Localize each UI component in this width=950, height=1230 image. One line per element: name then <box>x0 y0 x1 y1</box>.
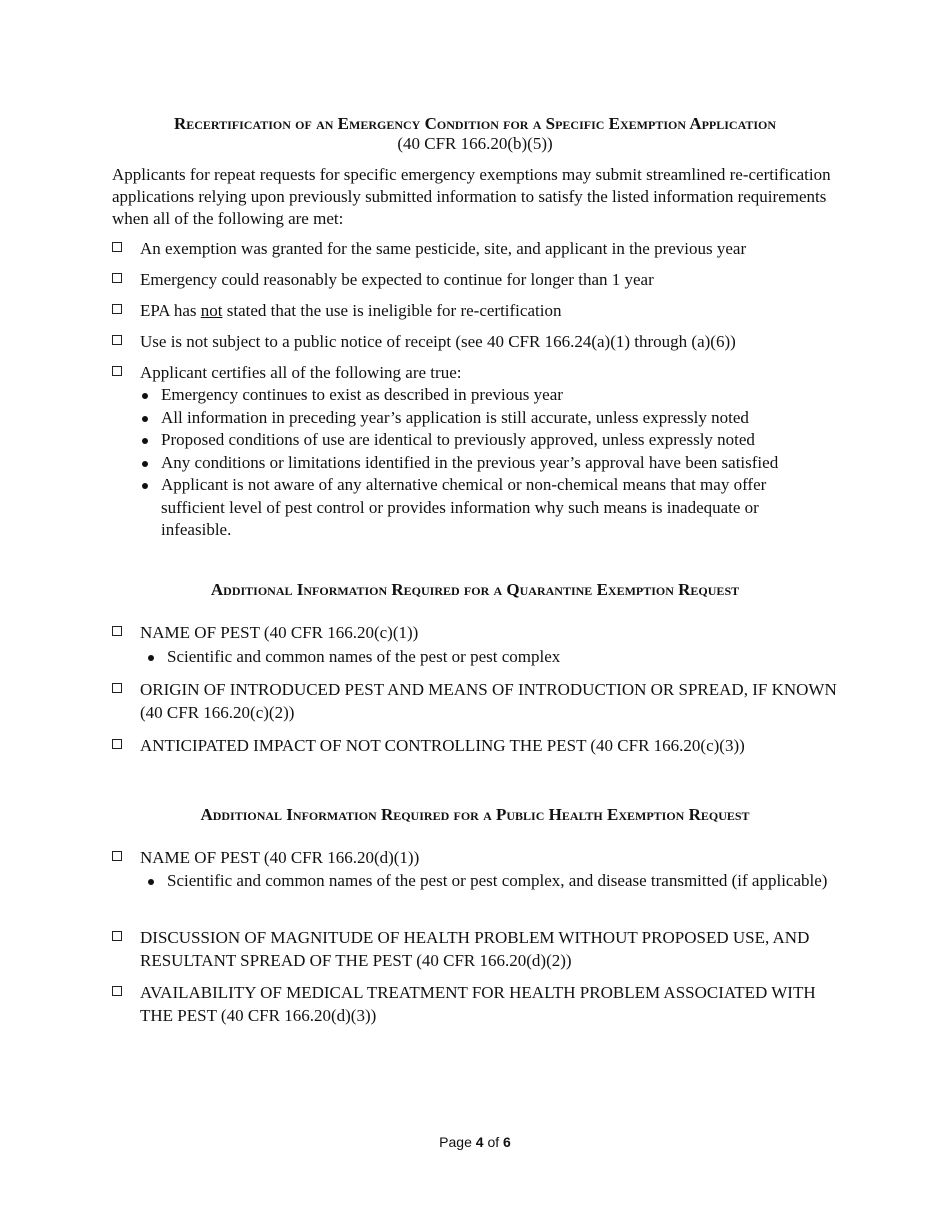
checklist-item-medical-treatment <box>112 981 842 1027</box>
bullet-item <box>139 429 829 452</box>
section-public-health-title: Additional Information Required for a Public Health Exemption Request <box>200 805 750 824</box>
checkbox-icon <box>112 626 122 636</box>
section-recertification-citation: (40 CFR 166.20(b)(5)) <box>397 134 553 153</box>
total-pages-number: 6 <box>503 1134 511 1150</box>
current-page-number: 4 <box>475 1134 484 1150</box>
checklist-item-text: Use is not subject to a public notice of receipt (see 40 CFR 166.24(a)(1) through (a)(6)) <box>140 332 736 351</box>
page-footer <box>0 1133 950 1151</box>
checklist-item-anticipated-impact <box>112 734 842 757</box>
bullet-item <box>145 870 835 893</box>
quarantine-name-bullet-list <box>145 646 835 669</box>
checkbox-icon <box>112 683 122 693</box>
underlined-not: not <box>200 301 223 320</box>
checklist-item-origin-of-pest <box>112 678 842 724</box>
checklist-item-text <box>140 299 842 322</box>
checklist-item-text: NAME OF PEST (40 CFR 166.20(c)(1)) <box>140 623 419 642</box>
checklist-item-public-health-name-of-pest <box>112 846 842 869</box>
bullet-icon <box>148 879 154 885</box>
checklist-item-text: Applicant certifies all of the following are true: <box>140 363 462 382</box>
bullet-icon <box>142 416 148 422</box>
bullet-item <box>139 452 829 475</box>
bullet-icon <box>148 655 154 661</box>
item-text-after: stated that the use is ineligible for re-certification <box>222 301 562 320</box>
checklist-item-text: DISCUSSION OF MAGNITUDE OF HEALTH PROBLEM WITHOUT PROPOSED USE, AND RESULTANT SPREAD OF THE PEST (40 CFR 166.20(d)(2)) <box>140 928 810 970</box>
checklist-item-magnitude-of-health-problem <box>112 926 842 972</box>
certification-bullet-list <box>139 384 829 542</box>
page-label: Page <box>439 1134 472 1150</box>
checkbox-icon <box>112 304 122 314</box>
public-health-name-bullet-list <box>145 870 835 893</box>
checkbox-icon <box>112 851 122 861</box>
checkbox-icon <box>112 242 122 252</box>
checkbox-icon <box>112 335 122 345</box>
bullet-text: Scientific and common names of the pest or pest complex, and disease transmitted (if applicable) <box>167 871 828 890</box>
bullet-icon <box>142 483 148 489</box>
item-text-before: EPA has <box>140 301 201 320</box>
bullet-icon <box>142 438 148 444</box>
bullet-text: Emergency continues to exist as described in previous year <box>161 385 563 404</box>
checkbox-icon <box>112 739 122 749</box>
checklist-item-same-pesticide <box>112 237 842 260</box>
checkbox-icon <box>112 366 122 376</box>
checklist-item-epa-not-ineligible <box>112 299 842 322</box>
bullet-text: Any conditions or limitations identified in the previous year’s approval have been satisfied <box>161 452 779 472</box>
recertification-intro: Applicants for repeat requests for specific emergency exemptions may submit streamlined re-certification applications relying upon previously submitted information to satisfy the listed information requirements when all of the following are met: <box>112 165 831 228</box>
bullet-icon <box>142 393 148 399</box>
bullet-text: Proposed conditions of use are identical to previously approved, unless expressly noted <box>161 430 755 449</box>
checkbox-icon <box>112 986 122 996</box>
bullet-item <box>139 384 829 407</box>
checklist-item-text: Emergency could reasonably be expected to continue for longer than 1 year <box>140 270 654 289</box>
of-label: of <box>487 1134 500 1150</box>
bullet-text: Applicant is not aware of any alternative chemical or non-chemical means that may offer sufficient level of pest control or provides information why such means is inadequate or infeasible. <box>161 475 767 539</box>
checklist-item-text: ORIGIN OF INTRODUCED PEST AND MEANS OF INTRODUCTION OR SPREAD, IF KNOWN (40 CFR 166.20(c)(2)) <box>140 680 837 722</box>
checklist-item-text: ANTICIPATED IMPACT OF NOT CONTROLLING THE PEST (40 CFR 166.20(c)(3)) <box>140 736 745 755</box>
checkbox-icon <box>112 273 122 283</box>
checklist-item-emergency-continue <box>112 268 842 291</box>
bullet-item <box>139 407 829 430</box>
section-recertification-title: Recertification of an Emergency Condition for a Specific Exemption Application <box>173 114 777 133</box>
section-quarantine-title: Additional Information Required for a Quarantine Exemption Request <box>210 580 740 599</box>
bullet-item <box>139 474 829 542</box>
bullet-text: All information in preceding year’s application is still accurate, unless expressly noted <box>161 407 749 427</box>
bullet-icon <box>142 461 148 467</box>
checklist-item-text: AVAILABILITY OF MEDICAL TREATMENT FOR HEALTH PROBLEM ASSOCIATED WITH THE PEST (40 CFR 166.20(d)(3)) <box>140 983 816 1025</box>
bullet-item <box>145 646 835 669</box>
bullet-text: Scientific and common names of the pest or pest complex <box>167 647 561 666</box>
checklist-item-text: An exemption was granted for the same pesticide, site, and applicant in the previous year <box>140 239 747 258</box>
checklist-item-text: NAME OF PEST (40 CFR 166.20(d)(1)) <box>140 848 420 867</box>
checklist-item-public-notice <box>112 330 842 353</box>
checklist-item-applicant-certifies <box>112 361 842 384</box>
checklist-item-quarantine-name-of-pest <box>112 621 842 644</box>
checkbox-icon <box>112 931 122 941</box>
